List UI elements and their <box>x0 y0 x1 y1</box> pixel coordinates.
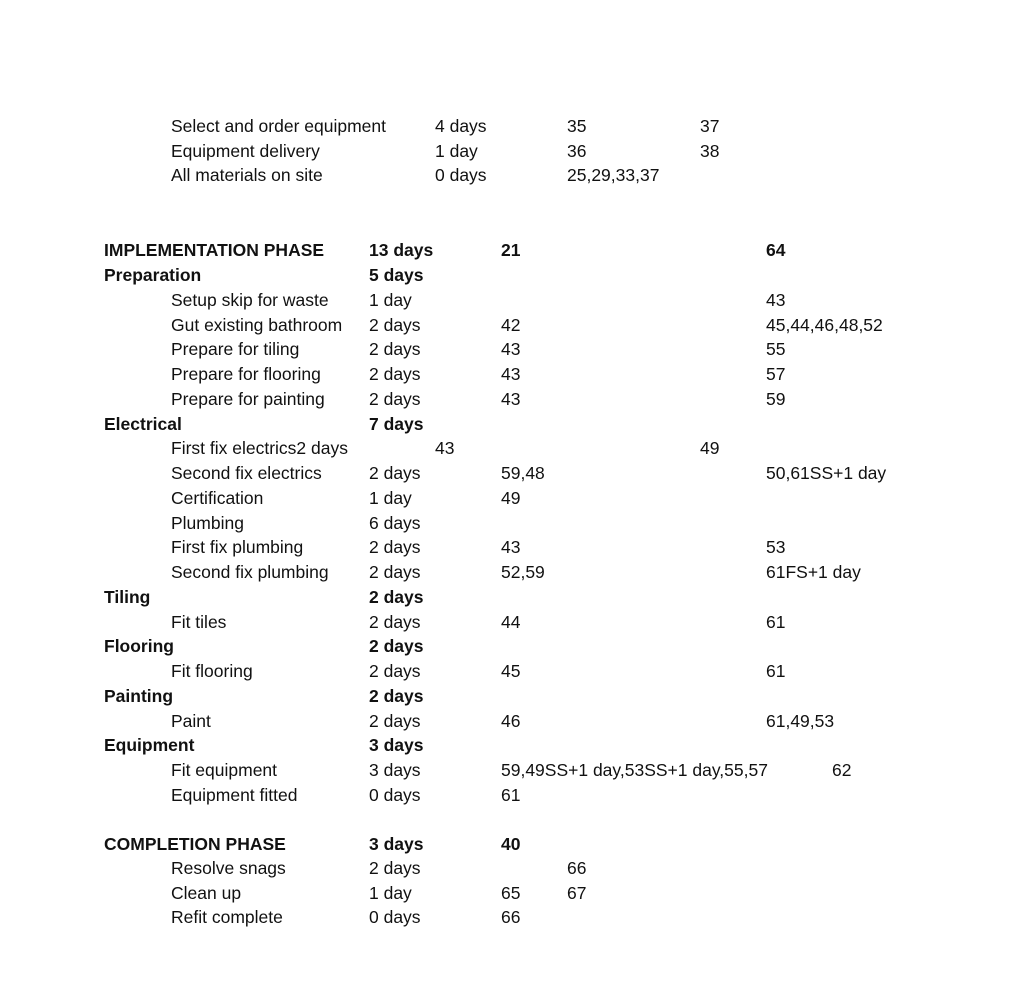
task-duration: 2 days <box>369 364 421 384</box>
task-successor: 67 <box>567 882 587 903</box>
task-duration: 0 days <box>369 907 421 927</box>
task-predecessor: 65 <box>501 882 521 903</box>
group-title: Tiling <box>104 586 151 607</box>
task-successor: 62 <box>832 760 852 780</box>
task-successor: 59 <box>766 388 786 409</box>
task-name: Equipment delivery <box>171 141 320 161</box>
group-title: Equipment <box>104 735 195 756</box>
task-duration: 2 days <box>369 388 421 409</box>
task-name: Resolve snags <box>171 858 286 878</box>
task-successor: 43 <box>766 289 786 310</box>
task-name: Fit equipment <box>171 760 278 780</box>
task-predecessor: 43 <box>501 364 521 384</box>
group-title: Painting <box>104 685 174 706</box>
task-duration: 1 day <box>369 882 412 903</box>
phase-duration: 13 days <box>369 240 434 260</box>
task-name: Fit tiles <box>171 611 227 632</box>
task-predecessor: 46 <box>501 710 521 731</box>
task-name: Prepare for flooring <box>171 364 321 384</box>
task-successor: 45,44,46,48,52 <box>766 314 883 335</box>
group-duration: 2 days <box>369 685 424 706</box>
phase-duration: 3 days <box>369 834 424 854</box>
task-successor: 55 <box>766 339 786 360</box>
task-successor: 57 <box>766 364 786 384</box>
task-predecessor: 36 <box>567 141 587 161</box>
task-duration: 2 days <box>369 710 421 731</box>
task-predecessor: 43 <box>501 339 521 360</box>
task-name: Plumbing <box>171 512 244 533</box>
task-duration: 0 days <box>369 784 421 805</box>
task-successor: 61FS+1 day <box>766 562 861 582</box>
phase-predecessor: 21 <box>501 240 521 260</box>
group-duration: 3 days <box>369 735 424 756</box>
task-name: Clean up <box>171 882 242 903</box>
task-name: Gut existing bathroom <box>171 314 343 335</box>
task-duration: 2 days <box>369 463 421 483</box>
task-duration: 2 days <box>369 537 421 558</box>
task-predecessor: 59,49SS+1 day,53SS+1 day,55,57 <box>501 760 768 780</box>
task-successor: 38 <box>700 141 720 161</box>
task-predecessor: 42 <box>501 314 521 335</box>
task-duration: 2 days <box>369 661 421 681</box>
group-title: Preparation <box>104 265 202 285</box>
phase-predecessor: 40 <box>501 834 521 854</box>
task-name: First fix plumbing <box>171 537 304 558</box>
group-duration: 5 days <box>369 265 424 285</box>
task-name: Fit flooring <box>171 661 253 681</box>
group-title: Electrical <box>104 413 182 434</box>
task-predecessor: 52,59 <box>501 562 545 582</box>
task-duration: 1 day <box>369 289 412 310</box>
task-name: Paint <box>171 710 211 731</box>
task-duration: 3 days <box>369 760 421 780</box>
task-successor: 61 <box>766 611 786 632</box>
task-predecessor: 43 <box>435 438 455 459</box>
task-successor: 37 <box>700 116 720 136</box>
task-name: Prepare for painting <box>171 388 325 409</box>
task-successor: 66 <box>567 858 587 878</box>
task-predecessor: 43 <box>501 388 521 409</box>
group-duration: 2 days <box>369 586 424 607</box>
task-predecessor: 44 <box>501 611 521 632</box>
task-successor: 61 <box>766 661 786 681</box>
task-duration: 2 days <box>369 611 421 632</box>
task-duration: 6 days <box>369 512 421 533</box>
task-predecessor: 43 <box>501 537 521 558</box>
task-duration: 1 day <box>435 141 478 161</box>
phase-title: COMPLETION PHASE <box>104 834 286 854</box>
task-name: Refit complete <box>171 907 283 927</box>
task-predecessor: 35 <box>567 116 587 136</box>
task-duration: 2 days <box>369 314 421 335</box>
task-duration: 1 day <box>369 487 412 508</box>
task-name: All materials on site <box>171 165 323 185</box>
task-name: Second fix electrics <box>171 463 322 483</box>
task-predecessor: 66 <box>501 907 521 927</box>
task-duration: 2 days <box>369 339 421 360</box>
task-name: Second fix plumbing <box>171 562 329 582</box>
task-predecessor: 61 <box>501 784 521 805</box>
task-name: Certification <box>171 487 264 508</box>
task-name: First fix electrics2 days <box>171 438 348 459</box>
task-duration: 0 days <box>435 165 487 185</box>
task-name: Equipment fitted <box>171 784 298 805</box>
task-name: Select and order equipment <box>171 116 386 136</box>
task-successor: 50,61SS+1 day <box>766 463 887 483</box>
task-predecessor: 45 <box>501 661 521 681</box>
task-name: Prepare for tiling <box>171 339 300 360</box>
phase-successor: 64 <box>766 240 786 260</box>
task-predecessor: 25,29,33,37 <box>567 165 660 185</box>
task-predecessor: 59,48 <box>501 463 545 483</box>
task-successor: 61,49,53 <box>766 710 835 731</box>
task-duration: 4 days <box>435 116 487 136</box>
group-duration: 7 days <box>369 413 424 434</box>
task-successor: 49 <box>700 438 720 459</box>
task-successor: 53 <box>766 537 786 558</box>
task-duration: 2 days <box>369 562 421 582</box>
task-predecessor: 49 <box>501 487 521 508</box>
task-name: Setup skip for waste <box>171 289 329 310</box>
task-duration: 2 days <box>369 858 421 878</box>
group-title: Flooring <box>104 636 174 657</box>
group-duration: 2 days <box>369 636 424 657</box>
phase-title: IMPLEMENTATION PHASE <box>104 240 325 260</box>
